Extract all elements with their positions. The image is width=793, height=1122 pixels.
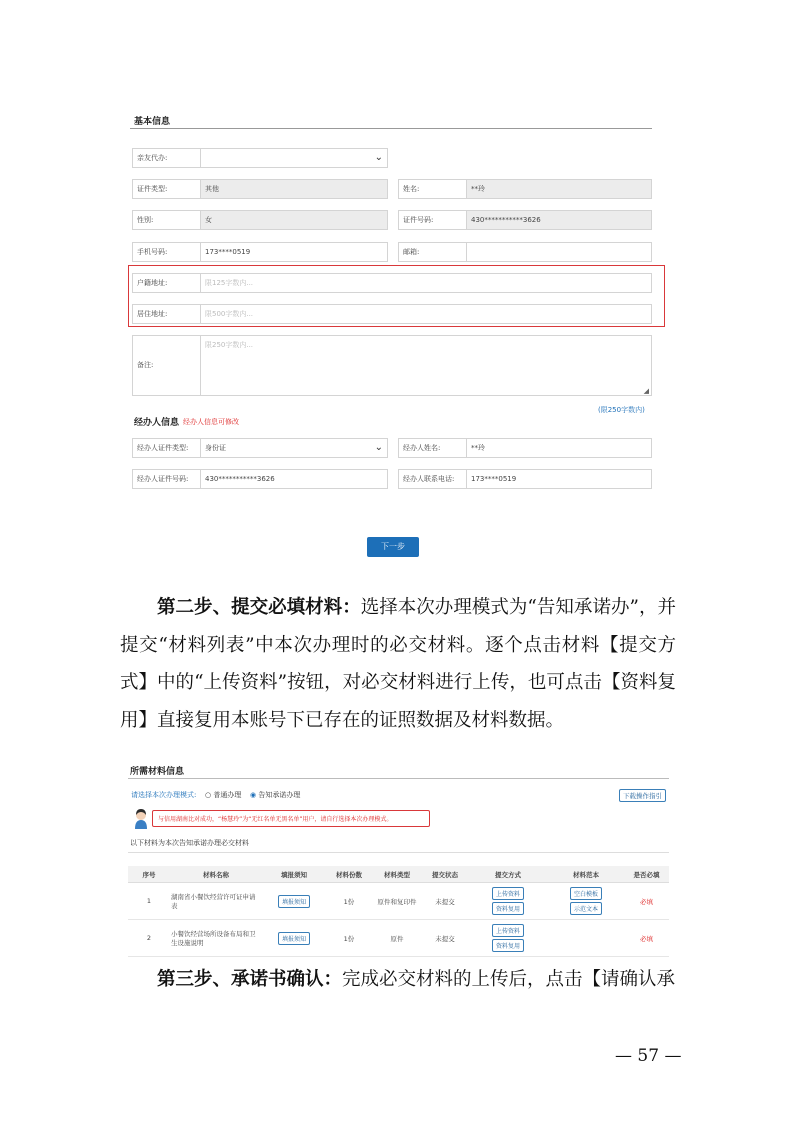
row-no: 1 bbox=[128, 883, 170, 920]
handler-cert-type-label: 经办人证件类型: bbox=[133, 439, 201, 457]
col-header: 材料份数 bbox=[326, 866, 372, 883]
gender-label: 性别: bbox=[133, 211, 201, 229]
chevron-down-icon: ⌄ bbox=[374, 152, 383, 163]
handler-phone-label: 经办人联系电话: bbox=[399, 470, 467, 488]
residence-row bbox=[132, 304, 652, 324]
residence-input[interactable]: 限500字数内... bbox=[205, 310, 254, 318]
col-header: 提交方式 bbox=[468, 866, 548, 883]
postcode-label: 邮箱: bbox=[399, 243, 467, 261]
row-copies: 1份 bbox=[326, 920, 372, 957]
notice-button[interactable]: 填报须知 bbox=[278, 932, 310, 945]
step3-paragraph bbox=[120, 961, 676, 999]
row-no: 2 bbox=[128, 920, 170, 957]
handler-phone-input[interactable]: 173****0519 bbox=[471, 475, 517, 483]
col-header: 序号 bbox=[128, 866, 170, 883]
materials-table bbox=[128, 866, 669, 957]
row-required: 必填 bbox=[624, 883, 669, 920]
step2-lead: 第二步、提交必填材料： bbox=[157, 597, 361, 618]
table-row bbox=[128, 920, 669, 957]
col-header: 材料范本 bbox=[548, 866, 624, 883]
radio-checked-icon[interactable]: ◉ bbox=[250, 791, 257, 799]
step3-lead: 第三步、承诺书确认： bbox=[157, 969, 343, 990]
reuse-button[interactable]: 资料复用 bbox=[492, 939, 524, 952]
table-header-row bbox=[128, 866, 669, 883]
remark-label: 备注: bbox=[133, 336, 201, 395]
step2-body: 选择本次办理模式为“告知承诺办”，并提交“材料列表”中本次办理时的必交材料。逐个点击材料【提交方式】中的“上传资料”按钮，对必交材料进行上传，也可点击【资料复用】直接复用本账号下已存在的证照数据及材料数据。 bbox=[120, 597, 676, 731]
residence-label: 居住地址: bbox=[133, 305, 201, 323]
phone-row bbox=[132, 242, 388, 262]
mode-option-promise[interactable] bbox=[250, 790, 300, 800]
resize-handle-icon[interactable]: ◢ bbox=[643, 387, 649, 395]
row-type: 原件和复印件 bbox=[372, 883, 422, 920]
col-header: 是否必填 bbox=[624, 866, 669, 883]
step3-body: 完成必交材料的上传后，点击【请确认承 bbox=[342, 969, 676, 990]
upload-button[interactable]: 上传资料 bbox=[492, 887, 524, 900]
row-name: 湖南省小餐饮经营许可证申请表 bbox=[170, 883, 262, 920]
col-header: 填报须知 bbox=[262, 866, 326, 883]
agent-row bbox=[132, 148, 388, 168]
cert-no-label: 证件号码: bbox=[399, 211, 467, 229]
row-required: 必填 bbox=[624, 920, 669, 957]
notice-button[interactable]: 填报须知 bbox=[278, 895, 310, 908]
col-header: 材料名称 bbox=[170, 866, 262, 883]
remark-row bbox=[132, 335, 652, 396]
agent-label: 亲友代办: bbox=[133, 149, 201, 167]
postcode-row bbox=[398, 242, 652, 262]
handler-cert-type-select[interactable]: 身份证 bbox=[205, 444, 226, 452]
basic-info-title: 基本信息 bbox=[134, 117, 171, 127]
remark-textarea[interactable]: 限250字数内... bbox=[205, 341, 254, 349]
household-row bbox=[132, 273, 652, 293]
materials-title: 所需材料信息 bbox=[130, 767, 185, 777]
basic-info-divider bbox=[130, 128, 652, 129]
mode-label: 请选择本次办理模式: bbox=[131, 791, 197, 799]
handler-info-note: 经办人信息可修改 bbox=[183, 418, 239, 426]
step2-paragraph bbox=[120, 589, 676, 739]
row-type: 原件 bbox=[372, 920, 422, 957]
phone-input[interactable]: 173****0519 bbox=[205, 248, 251, 256]
credit-notice: 与信用湖南比对成功，“杨慧玲”为“无红名单无黑名单”用户，请自行选择本次办理模式。 bbox=[152, 810, 430, 827]
handler-cert-type-row bbox=[132, 438, 388, 458]
row-status: 未提交 bbox=[422, 920, 468, 957]
col-header: 提交状态 bbox=[422, 866, 468, 883]
cert-type-value: 其他 bbox=[201, 180, 387, 198]
reuse-button[interactable]: 资料复用 bbox=[492, 902, 524, 915]
download-guide-button[interactable]: 下载操作指引 bbox=[619, 789, 666, 802]
table-row bbox=[128, 883, 669, 920]
chevron-down-icon: ⌄ bbox=[374, 442, 383, 453]
handler-info-title: 经办人信息 bbox=[134, 418, 180, 428]
row-copies: 1份 bbox=[326, 883, 372, 920]
row-sample-empty bbox=[548, 920, 624, 957]
materials-list-caption: 以下材料为本次告知承诺办理必交材料 bbox=[130, 839, 249, 847]
mode-option-normal-label: 普通办理 bbox=[213, 791, 242, 799]
handler-name-label: 经办人姓名: bbox=[399, 439, 467, 457]
cert-no-row bbox=[398, 210, 652, 230]
name-row bbox=[398, 179, 652, 199]
sample-text-button[interactable]: 示范文本 bbox=[570, 902, 602, 915]
avatar bbox=[132, 807, 150, 829]
household-label: 户籍地址: bbox=[133, 274, 201, 292]
materials-divider bbox=[128, 778, 669, 779]
gender-value: 女 bbox=[201, 211, 387, 229]
handler-phone-row bbox=[398, 469, 652, 489]
remark-limit: (限250字数内) bbox=[598, 406, 645, 414]
handler-name-input[interactable]: **玲 bbox=[471, 444, 485, 452]
handler-name-row bbox=[398, 438, 652, 458]
row-name: 小餐饮经营场所设备布局和卫生设施说明 bbox=[170, 920, 262, 957]
row-status: 未提交 bbox=[422, 883, 468, 920]
cert-no-value: 430***********3626 bbox=[467, 211, 651, 229]
handler-cert-no-row bbox=[132, 469, 388, 489]
cert-type-row bbox=[132, 179, 388, 199]
household-input[interactable]: 限125字数内... bbox=[205, 279, 254, 287]
cert-type-label: 证件类型: bbox=[133, 180, 201, 198]
name-label: 姓名: bbox=[399, 180, 467, 198]
blank-template-button[interactable]: 空白模板 bbox=[570, 887, 602, 900]
col-header: 材料类型 bbox=[372, 866, 422, 883]
handler-cert-no-label: 经办人证件号码: bbox=[133, 470, 201, 488]
page-number: — 57 — bbox=[615, 1046, 682, 1066]
phone-label: 手机号码: bbox=[133, 243, 201, 261]
mode-option-normal[interactable] bbox=[205, 790, 241, 800]
radio-unchecked-icon[interactable]: ○ bbox=[205, 791, 212, 799]
upload-button[interactable]: 上传资料 bbox=[492, 924, 524, 937]
gender-row bbox=[132, 210, 388, 230]
caption-divider bbox=[128, 852, 669, 853]
handler-cert-no-input[interactable]: 430***********3626 bbox=[205, 475, 275, 483]
mode-option-promise-label: 告知承诺办理 bbox=[258, 791, 301, 799]
name-value: **玲 bbox=[467, 180, 651, 198]
next-step-button[interactable]: 下一步 bbox=[367, 537, 419, 557]
